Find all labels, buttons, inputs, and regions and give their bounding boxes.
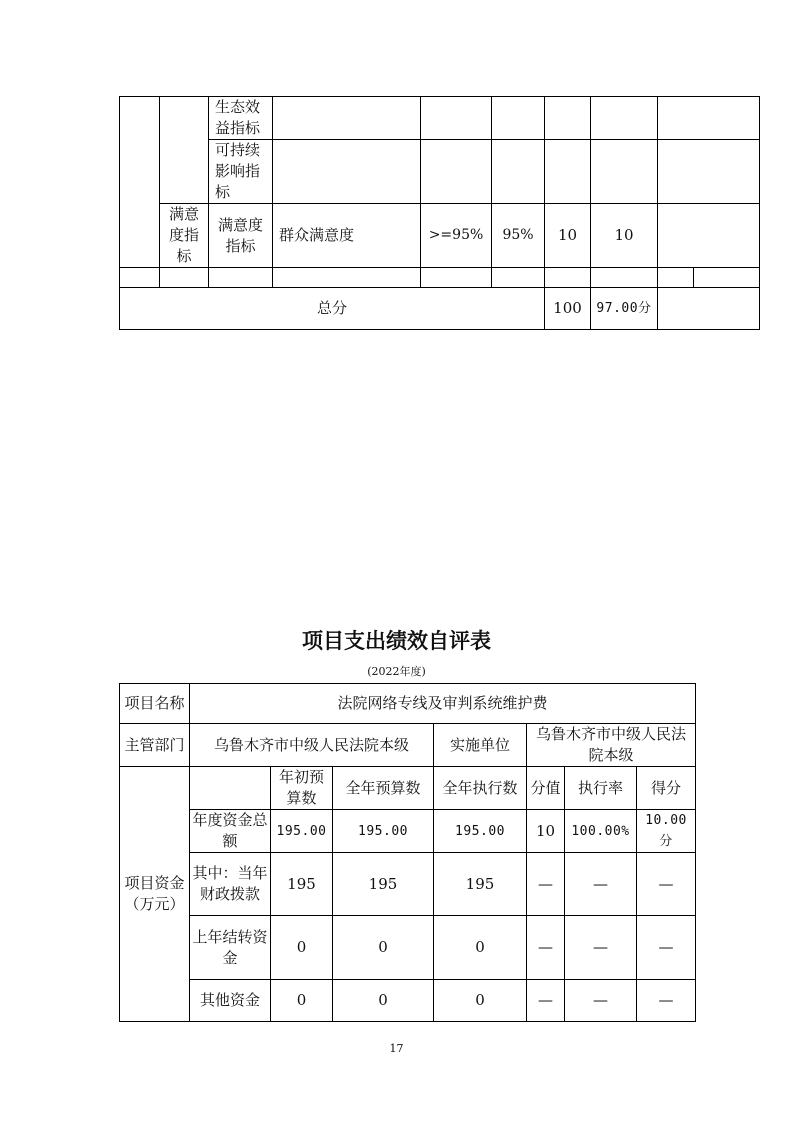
form-year: (2022年度) <box>367 665 426 678</box>
row-label: 年度资金总额 <box>190 810 271 853</box>
level1-cell <box>120 97 160 268</box>
actual-value-cell: 95% <box>492 204 545 268</box>
table-row-empty <box>120 268 760 288</box>
total-label: 总分 <box>120 288 545 330</box>
level2-cell <box>160 97 209 204</box>
table-row: 年度资金总额 195.00 195.00 195.00 10 100.00% 10.00分 <box>120 810 696 853</box>
funds-header-row <box>120 767 696 810</box>
impl-label: 实施单位 <box>434 724 527 767</box>
self-evaluation-table <box>119 683 696 1022</box>
level3-cell: 生态效益指标 <box>209 97 273 140</box>
header-cell: 年初预算数 <box>271 767 333 810</box>
header-cell: 全年执行数 <box>434 767 527 810</box>
form-title: 项目支出绩效自评表 <box>302 629 491 653</box>
table-row: 其中：当年财政拨款 195 195 195 — — — <box>120 853 696 916</box>
page-number: 17 <box>389 1042 404 1055</box>
project-name-row <box>120 684 696 724</box>
total-score: 97.00分 <box>591 288 658 330</box>
level3-cell: 满意度指标 <box>209 204 273 268</box>
total-weight: 100 <box>545 288 591 330</box>
funds-label: 项目资金（万元） <box>120 767 190 1022</box>
header-cell: 执行率 <box>565 767 637 810</box>
total-row <box>120 288 760 330</box>
table-row <box>120 97 760 140</box>
score-cell: 10 <box>591 204 658 268</box>
impl-value: 乌鲁木齐市中级人民法院本级 <box>527 724 696 767</box>
project-name-label: 项目名称 <box>120 684 190 724</box>
header-cell: 分值 <box>527 767 565 810</box>
project-name-value: 法院网络专线及审判系统维护费 <box>190 684 696 724</box>
table-row: 其他资金 0 0 0 — — — <box>120 980 696 1022</box>
level2-cell: 满意度指标 <box>160 204 209 268</box>
dept-label: 主管部门 <box>120 724 190 767</box>
header-cell: 得分 <box>637 767 696 810</box>
weight-cell: 10 <box>545 204 591 268</box>
indicator-table-continued <box>119 96 760 330</box>
level3-cell: 可持续影响指标 <box>209 140 273 204</box>
row-label: 上年结转资金 <box>190 916 271 980</box>
table-row <box>120 140 760 204</box>
dept-value: 乌鲁木齐市中级人民法院本级 <box>190 724 434 767</box>
row-label: 其他资金 <box>190 980 271 1022</box>
target-value-cell: >=95% <box>421 204 492 268</box>
table-row <box>120 204 760 268</box>
row-label: 其中：当年财政拨款 <box>190 853 271 916</box>
department-row <box>120 724 696 767</box>
header-cell: 全年预算数 <box>333 767 434 810</box>
indicator-name-cell: 群众满意度 <box>273 204 421 268</box>
table-row: 上年结转资金 0 0 0 — — — <box>120 916 696 980</box>
